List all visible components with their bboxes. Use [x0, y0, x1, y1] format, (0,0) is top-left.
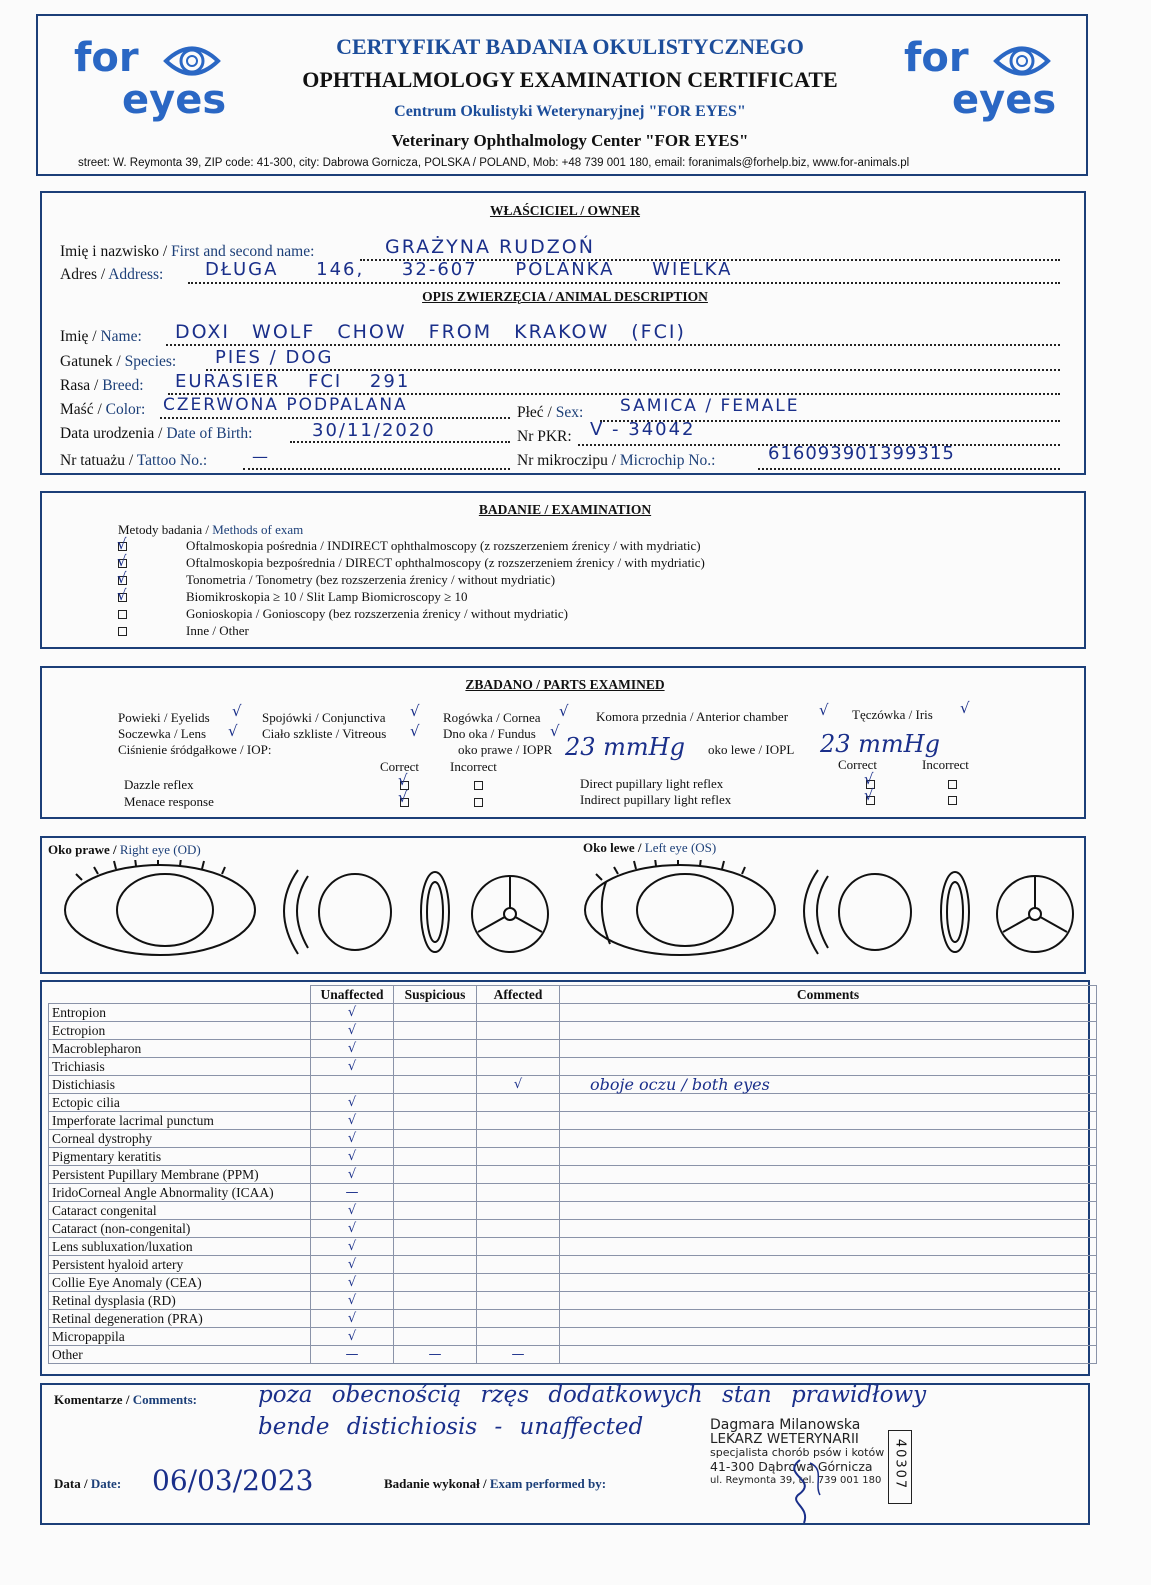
direct-plr-label: Direct pupillary light reflex	[580, 776, 724, 791]
method-check-mark: √	[117, 569, 127, 587]
animal-name-value: DOXI WOLF CHOW FROM KRAKOW (FCI)	[175, 321, 686, 343]
correct-header-right: Correct	[838, 757, 877, 772]
table-row: Lens subluxation/luxation √	[49, 1238, 1097, 1256]
part-cornea-check: √	[559, 702, 569, 720]
part-iris: Tęczówka / Iris	[852, 707, 933, 722]
stamp-city: 41-300 Dąbrowa Górnicza	[710, 1459, 873, 1474]
pkr-label: Nr PKR:	[517, 428, 572, 445]
chip-value: 616093901399315	[768, 443, 955, 464]
iopr-value: 23 mmHg	[565, 733, 685, 761]
table-row: Other — — —	[49, 1346, 1097, 1364]
logo-right	[904, 35, 1064, 128]
part-conjunctiva-check: √	[410, 702, 420, 720]
dazzle-incorrect-checkbox[interactable]	[474, 781, 483, 790]
part-fundus: Dno oka / Fundus	[443, 726, 536, 741]
color-value: CZERWONA PODPALANA	[163, 395, 408, 415]
table-row: Persistent hyaloid artery √	[49, 1256, 1097, 1274]
menace-incorrect-checkbox[interactable]	[474, 798, 483, 807]
iopr-label: oko prawe / IOPR	[458, 742, 553, 757]
table-row: Distichiasis √ oboje oczu / both eyes	[49, 1076, 1097, 1094]
part-lens-check: √	[228, 722, 238, 740]
dob-label: Data urodzenia / Date of Birth:	[60, 425, 253, 442]
methods-label: Metody badania / Methods of exam	[118, 522, 304, 537]
table-row: Corneal dystrophy √	[49, 1130, 1097, 1148]
incorrect-header-right: Incorrect	[922, 757, 969, 772]
right-eye-label: Oko prawe / Right eye (OD)	[48, 842, 201, 857]
dob-value: 30/11/2020	[312, 420, 436, 441]
part-eyelids: Powieki / Eyelids	[118, 710, 210, 725]
tattoo-value: —	[252, 447, 270, 466]
table-row: Cataract (non-congenital) √	[49, 1220, 1097, 1238]
pkr-value: V - 34042	[590, 419, 696, 440]
method-row: √ Oftalmoskopia bezpośrednia / DIRECT ophthalmoscopy (z rozszerzeniem źrenicy / with mydriatic)	[117, 552, 705, 570]
part-fundus-check: √	[550, 722, 560, 740]
part-anterior-check: √	[819, 701, 829, 719]
methods-list	[117, 535, 818, 640]
chip-label: Nr mikroczipu / Microchip No.:	[517, 452, 716, 469]
table-row: Retinal degeneration (PRA) √	[49, 1310, 1097, 1328]
performed-label: Badanie wykonał / Exam performed by:	[384, 1476, 607, 1491]
table-row: Ectropion √	[49, 1022, 1097, 1040]
color-label: Maść / Color:	[60, 401, 146, 418]
method-row: Inne / Other	[118, 623, 818, 640]
exam-section-title: BADANIE / EXAMINATION	[478, 502, 652, 517]
part-vitreous-check: √	[410, 722, 420, 740]
direct-plr-incorrect-checkbox[interactable]	[948, 780, 957, 789]
method-row: √ Oftalmoskopia pośrednia / INDIRECT ophthalmoscopy (z rozszerzeniem źrenicy / with mydriatic)	[117, 535, 701, 553]
table-row: Collie Eye Anomaly (CEA) √	[49, 1274, 1097, 1292]
owner-address-line	[188, 282, 1060, 284]
species-label: Gatunek / Species:	[60, 353, 177, 370]
iop-label: Ciśnienie śródgałkowe / IOP:	[118, 742, 272, 757]
table-row: Imperforate lacrimal punctum √	[49, 1112, 1097, 1130]
dazzle-correct-check: √	[398, 771, 408, 789]
owner-address-value: DŁUGA 146, 32-607 POLANKA WIELKA	[205, 259, 733, 280]
part-anterior: Komora przednia / Anterior chamber	[596, 709, 789, 724]
parts-section-title: ZBADANO / PARTS EXAMINED	[465, 677, 665, 692]
table-row: Persistent Pupillary Membrane (PPM) √	[49, 1166, 1097, 1184]
owner-section-title: WŁAŚCICIEL / OWNER	[489, 203, 641, 218]
part-lens: Soczewka / Lens	[118, 726, 207, 741]
title-pl: CERTYFIKAT BADANIA OKULISTYCZNEGO	[336, 34, 804, 59]
dob-line	[290, 441, 510, 443]
menace-label: Menace response	[124, 794, 214, 809]
findings-table	[48, 985, 1097, 1364]
part-eyelids-check: √	[232, 702, 242, 720]
sex-value: SAMICA / FEMALE	[620, 396, 800, 416]
col-unaffected: Unaffected	[311, 986, 394, 1004]
indirect-plr-incorrect-checkbox[interactable]	[948, 796, 957, 805]
sex-label: Płeć / Sex:	[517, 404, 584, 421]
part-conjunctiva: Spojówki / Conjunctiva	[262, 710, 386, 725]
chip-line	[758, 468, 1060, 470]
stamp-number-box	[888, 1430, 912, 1504]
menace-correct-check: √	[398, 788, 408, 806]
method-row: Gonioskopia / Gonioscopy (bez rozszerzenia źrenicy / without mydriatic)	[118, 606, 818, 623]
left-eye-label: Oko lewe / Left eye (OS)	[583, 840, 717, 855]
table-row: Entropion √	[49, 1004, 1097, 1022]
stamp-title: LEKARZ WETERYNARII	[710, 1431, 859, 1447]
part-cornea: Rogówka / Cornea	[443, 710, 541, 725]
method-checkbox[interactable]	[118, 627, 127, 636]
table-row: Retinal dysplasia (RD) √	[49, 1292, 1097, 1310]
comment-line-1: poza obecnością rzęs dodatkowych stan prawidłowy	[258, 1382, 927, 1408]
center-name-en: Veterinary Ophthalmology Center "FOR EYES"	[391, 131, 749, 150]
breed-value: EURASIER FCI 291	[175, 371, 411, 392]
indirect-plr-correct-check: √	[864, 786, 874, 804]
col-affected: Affected	[477, 986, 560, 1004]
indirect-plr-label: Indirect pupillary light reflex	[580, 792, 732, 807]
animal-section-title: OPIS ZWIERZĘCIA / ANIMAL DESCRIPTION	[422, 289, 708, 304]
breed-label: Rasa / Breed:	[60, 377, 144, 394]
tattoo-label: Nr tatuażu / Tattoo No.:	[60, 452, 208, 469]
eye-logo-icon	[992, 38, 1052, 84]
stamp-address: ul. Reymonta 39, tel. 739 001 180	[710, 1475, 882, 1486]
comment-line-2: bende distichiosis - unaffected	[258, 1414, 644, 1440]
animal-name-label: Imię / Name:	[60, 328, 142, 345]
part-vitreous: Ciało szkliste / Vitreous	[262, 726, 387, 741]
animal-name-line	[166, 344, 1060, 346]
eye-logo-icon	[162, 38, 222, 84]
table-row: Ectopic cilia √	[49, 1094, 1097, 1112]
tattoo-line	[243, 468, 510, 470]
stamp-specialty: specjalista chorób psów i kotów	[710, 1446, 885, 1459]
table-row: Trichiasis √	[49, 1058, 1097, 1076]
method-checkbox[interactable]	[118, 610, 127, 619]
method-row: √ Tonometria / Tonometry (bez rozszerzenia źrenicy / without mydriatic)	[117, 569, 556, 587]
date-value: 06/03/2023	[152, 1464, 314, 1497]
table-row: Pigmentary keratitis √	[49, 1148, 1097, 1166]
table-row: Micropappila √	[49, 1328, 1097, 1346]
part-iris-check: √	[960, 699, 970, 717]
method-row: √ Biomikroskopia ≥ 10 / Slit Lamp Biomicroscopy ≥ 10	[117, 586, 468, 604]
col-suspicious: Suspicious	[394, 986, 477, 1004]
owner-address-label: Adres / Address:	[60, 266, 164, 283]
date-label: Data / Date:	[54, 1476, 122, 1491]
contact-line: street: W. Reymonta 39, ZIP code: 41-300, city: Dabrowa Gornicza, POLSKA / POLAND, Mob: +48 739 001 180, email: foranimals@forhelp.biz, www.for-animals.pl	[78, 157, 910, 169]
logo-for-text: for	[904, 35, 969, 81]
logo-for-text: for	[74, 35, 139, 81]
logo-eyes-text: eyes	[952, 77, 1057, 123]
comments-label: Komentarze / Comments:	[54, 1392, 197, 1407]
method-check-mark: √	[117, 552, 127, 570]
col-comments: Comments	[560, 986, 1097, 1004]
direct-plr-correct-check: √	[864, 770, 874, 788]
correct-header-left: Correct	[380, 759, 419, 774]
title-en: OPHTHALMOLOGY EXAMINATION CERTIFICATE	[302, 67, 838, 92]
center-name-pl: Centrum Okulistyki Weterynaryjnej "FOR EYES"	[394, 103, 746, 120]
iopl-value: 23 mmHg	[820, 730, 940, 758]
color-line	[160, 417, 510, 419]
logo-left	[74, 35, 234, 128]
method-check-mark: √	[117, 535, 127, 553]
method-check-mark: √	[117, 586, 127, 604]
logo-eyes-text: eyes	[122, 77, 227, 123]
signature-drawing	[770, 1455, 840, 1525]
table-row: Macroblepharon √	[49, 1040, 1097, 1058]
table-row: Cataract congenital √	[49, 1202, 1097, 1220]
iopl-label: oko lewe / IOPL	[708, 742, 795, 757]
stamp-number: 40307	[892, 1438, 908, 1491]
incorrect-header-left: Incorrect	[450, 759, 497, 774]
species-value: PIES / DOG	[215, 347, 334, 368]
stamp-name: Dagmara Milanowska	[710, 1417, 861, 1433]
owner-name-value: GRAŻYNA RUDZOŃ	[385, 236, 595, 258]
findings-header-row	[49, 986, 1097, 1004]
owner-name-label: Imię i nazwisko / First and second name:	[60, 243, 315, 260]
dazzle-label: Dazzle reflex	[124, 777, 194, 792]
table-row: IridoCorneal Angle Abnormality (ICAA) —	[49, 1184, 1097, 1202]
eye-diagrams-drawing	[40, 860, 1086, 970]
